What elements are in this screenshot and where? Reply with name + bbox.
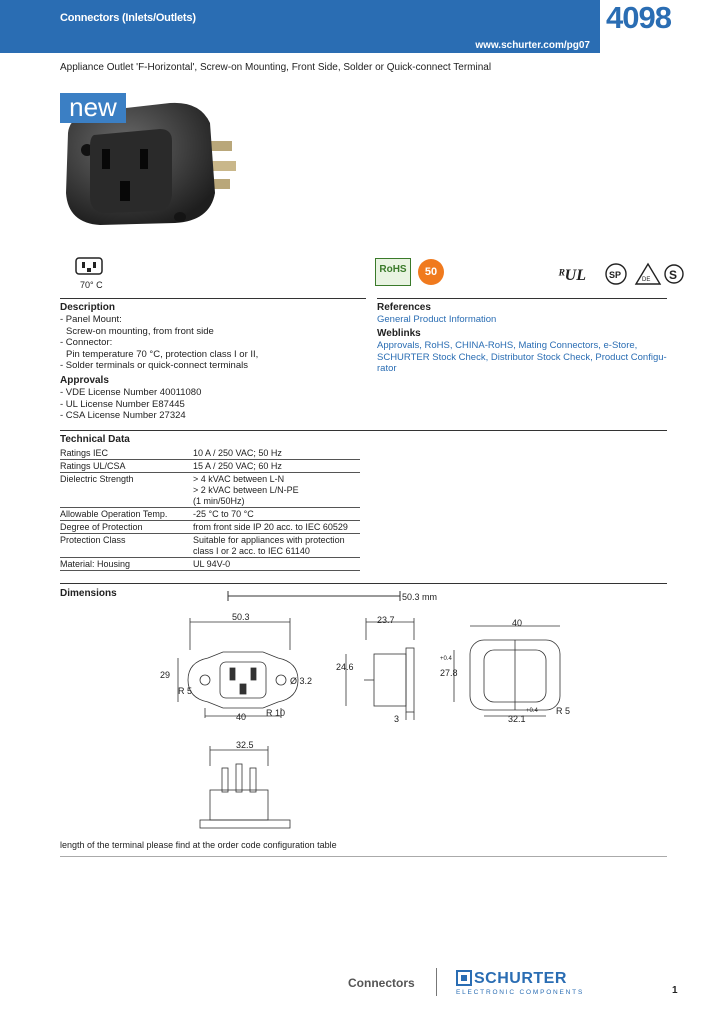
- svg-text:SP: SP: [609, 270, 622, 280]
- row-value: 10 A / 250 VAC; 50 Hz: [193, 448, 282, 458]
- description-line: Pin temperature 70 °C, protection class I or II,: [66, 348, 259, 360]
- row-value: UL 94V-0: [193, 559, 231, 569]
- cutout-width-label: 32.1: [508, 714, 526, 724]
- weblink-line[interactable]: SCHURTER Stock Check, Distributor Stock Check, Product Configu-: [377, 351, 667, 363]
- front-view-drawing: [168, 610, 328, 730]
- footer-category: Connectors: [348, 976, 415, 990]
- approvals-list: [60, 387, 201, 422]
- table-row: [60, 508, 360, 521]
- scale-label: 50.3 mm: [402, 592, 438, 602]
- cutout-height-label: 27.8: [440, 668, 458, 678]
- row-value: (1 min/50Hz): [193, 496, 245, 506]
- cutout-height-tolerance: +0.4: [440, 656, 452, 662]
- s-mark-icon: [665, 265, 683, 283]
- approval-marks: [556, 262, 686, 286]
- table-row: [60, 521, 360, 534]
- weblinks-list: [377, 340, 667, 375]
- side-top-label: 23.7: [377, 615, 395, 625]
- front-bottom-label: 40: [236, 712, 247, 722]
- row-value: > 4 kVAC between L-N: [193, 474, 285, 484]
- page-number: 1: [672, 985, 678, 996]
- weblink-line[interactable]: Approvals, RoHS, CHINA-RoHS, Mating Connectors, e-Store,: [377, 340, 638, 351]
- general-info-link[interactable]: General Product Information: [377, 314, 497, 325]
- divider: [60, 583, 667, 584]
- description-list: [60, 314, 258, 372]
- description-line: Screw-on mounting, from front side: [66, 325, 214, 337]
- divider: [60, 856, 667, 857]
- table-row: [60, 534, 360, 558]
- description-heading: Description: [60, 302, 116, 313]
- row-value: Suitable for appliances with protection: [193, 535, 345, 545]
- footer-brand: SCHURTER: [474, 970, 567, 987]
- table-row: [60, 473, 360, 508]
- divider: [60, 430, 667, 431]
- divider: [60, 298, 366, 299]
- row-value: from front side IP 20 acc. to IEC 60529: [193, 522, 348, 532]
- approval-line: - UL License Number E87445: [60, 398, 185, 410]
- front-width-label: 50.3: [232, 612, 250, 622]
- table-row: [60, 558, 360, 571]
- row-label: Dielectric Strength: [60, 474, 134, 484]
- radius-label: R 10: [266, 708, 286, 718]
- weblinks-heading: Weblinks: [377, 328, 421, 339]
- weblink-line[interactable]: rator: [377, 363, 397, 374]
- row-value: -25 °C to 70 °C: [193, 509, 254, 519]
- schurter-logo-icon: [456, 970, 472, 986]
- outlet-symbol-icon: [74, 256, 104, 278]
- vde-icon: [636, 264, 660, 284]
- svg-text:S: S: [669, 268, 678, 282]
- csa-icon: [606, 264, 626, 284]
- description-line: - Panel Mount:: [60, 314, 122, 325]
- cutout-width-tolerance: +0.4: [526, 708, 538, 714]
- rohs-icon: [375, 258, 411, 286]
- china-rohs-icon: 50: [418, 259, 444, 285]
- dimensions-heading: Dimensions: [60, 588, 117, 599]
- product-subtitle: Appliance Outlet 'F-Horizontal', Screw-on Mounting, Front Side, Solder or Quick-connect Terminal: [60, 62, 492, 73]
- rohs-label: RoHS: [379, 264, 407, 275]
- table-row: [60, 460, 360, 473]
- terminal-view-drawing: [196, 740, 306, 835]
- side-height-label: 24.6: [336, 662, 354, 672]
- hole-label: Ø 3.2: [290, 676, 313, 686]
- front-height-label: 29: [160, 670, 171, 680]
- table-row: [60, 447, 360, 460]
- footer-divider: [436, 968, 437, 996]
- approvals-heading: Approvals: [60, 375, 109, 386]
- row-label: Ratings UL/CSA: [60, 461, 126, 471]
- side-bottom-label: 3: [394, 714, 400, 724]
- row-label: Allowable Operation Temp.: [60, 509, 168, 519]
- section-title: Connectors (Inlets/Outlets): [60, 12, 196, 24]
- new-badge: new: [60, 93, 126, 123]
- approval-line: - CSA License Number 27324: [60, 410, 186, 421]
- approval-line: - VDE License Number 40011080: [60, 387, 202, 398]
- row-value: 15 A / 250 VAC; 60 Hz: [193, 461, 282, 471]
- website-link[interactable]: www.schurter.com/pg07: [475, 40, 590, 51]
- row-label: Material: Housing: [60, 559, 131, 569]
- references-heading: References: [377, 302, 431, 313]
- temperature-label: 70° C: [80, 280, 103, 290]
- description-line: - Solder terminals or quick-connect terminals: [60, 360, 248, 371]
- product-number: 4098: [606, 0, 671, 35]
- row-label: Degree of Protection: [60, 522, 143, 532]
- footer-brand-sub: ELECTRONIC COMPONENTS: [456, 989, 585, 996]
- svg-text:ᴿUL: ᴿUL: [558, 267, 586, 284]
- row-value: > 2 kVAC between L/N-PE: [193, 485, 299, 495]
- row-label: Protection Class: [60, 535, 126, 545]
- description-line: - Connector:: [60, 337, 113, 348]
- technical-data-heading: Technical Data: [60, 434, 130, 445]
- cutout-radius-label: R 5: [556, 706, 571, 716]
- row-label: Ratings IEC: [60, 448, 109, 458]
- cutout-top-label: 40: [512, 618, 523, 628]
- svg-text:DE: DE: [642, 277, 651, 283]
- radius-label: R 5: [178, 686, 193, 696]
- divider: [377, 298, 667, 299]
- ul-icon: [558, 267, 586, 284]
- terminal-note: length of the terminal please find at the order code configuration table: [60, 840, 337, 850]
- row-value: class I or 2 acc. to IEC 61140: [193, 546, 310, 556]
- terminal-width-label: 32.5: [236, 740, 254, 750]
